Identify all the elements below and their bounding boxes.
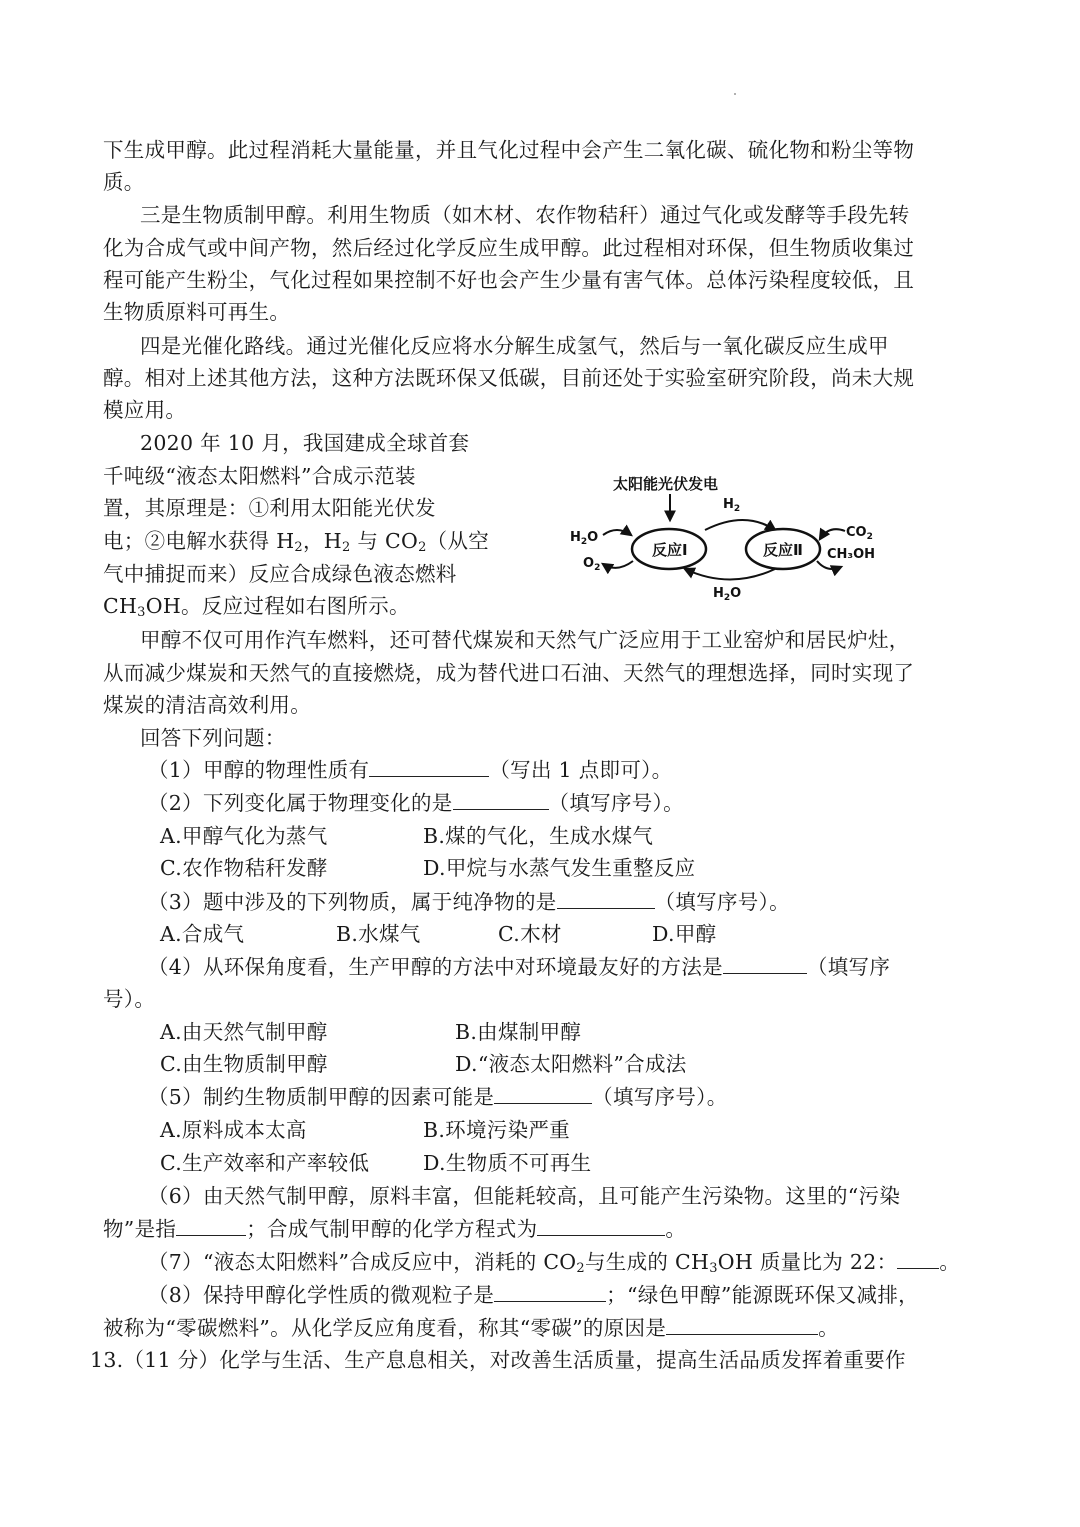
option: B.水煤气 xyxy=(336,922,421,946)
answer-prompt: 回答下列问题： xyxy=(140,726,286,750)
option: A.由天然气制甲醇 xyxy=(160,1020,328,1044)
answer-blank[interactable] xyxy=(557,886,655,909)
question-6: （6）由天然气制甲醇，原料丰富，但能耗较高，且可能产生污染物。这里的“污染 xyxy=(148,1184,901,1208)
text-line: 程可能产生粉尘，气化过程如果控制不好也会产生少量有害气体。总体污染程度较低，且 xyxy=(103,268,915,292)
text-line: 千吨级“液态太阳燃料”合成示范装 xyxy=(103,464,416,488)
question-2: （2）下列变化属于物理变化的是 （填写序号）。 xyxy=(148,787,684,819)
diagram-label-co2: $CO_2$ xyxy=(846,525,873,542)
answer-blank[interactable] xyxy=(494,1279,606,1302)
answer-blank[interactable] xyxy=(176,1213,246,1236)
arrow-h2o-bottom xyxy=(685,569,775,580)
option: B.由煤制甲醇 xyxy=(455,1020,582,1044)
option: C.木材 xyxy=(498,922,562,946)
text-line: 质。 xyxy=(103,170,145,194)
option: D.甲醇 xyxy=(652,922,717,946)
question-7: （7）“液态太阳燃料”合成反应中，消耗的 $CO_2$与生成的 $CH_3OH$ 质量比为 22： 。 xyxy=(148,1246,960,1285)
option: A.甲醇气化为蒸气 xyxy=(160,824,328,848)
option: A.原料成本太高 xyxy=(160,1118,307,1142)
text-line: 2020 年 10 月，我国建成全球首套 xyxy=(140,431,470,455)
answer-blank[interactable] xyxy=(369,754,489,777)
text-line: 下生成甲醇。此过程消耗大量能量，并且气化过程中会产生二氧化碳、硫化物和粉尘等物 xyxy=(103,138,915,162)
text-line: 气中捕捉而来）反应合成绿色液态燃料 xyxy=(103,562,457,586)
text-line: 化为合成气或中间产物，然后经过化学反应生成甲醇。此过程相对环保，但生物质收集过 xyxy=(103,236,915,260)
diagram-label-o2: $O_2$ xyxy=(583,556,601,573)
text-line: 电；②电解水获得 $H_2$，$H_2$ 与 $CO_2$（从空 xyxy=(103,529,490,555)
arrow-ch3oh-out xyxy=(817,561,841,569)
question-13-heading: 13.（11 分）化学与生活、生产息息相关，对改善生活质量，提高生活品质发挥着重要作 xyxy=(90,1348,906,1372)
text-line: 置，其原理是：①利用太阳能光伏发 xyxy=(103,496,436,520)
text-line: 从而减少煤炭和天然气的直接燃烧，成为替代进口石油、天然气的理想选择，同时实现了 xyxy=(103,661,915,685)
option: D.生物质不可再生 xyxy=(423,1151,592,1175)
option: B.环境污染严重 xyxy=(423,1118,570,1142)
reaction1-label: 反应Ⅰ xyxy=(652,541,688,559)
option: C.生产效率和产率较低 xyxy=(160,1151,370,1175)
text-line: 三是生物质制甲醇。利用生物质（如木材、农作物秸秆）通过气化或发酵等手段先转 xyxy=(140,203,910,227)
question-5: （5）制约生物质制甲醇的因素可能是 （填写序号）。 xyxy=(148,1081,728,1113)
diagram-label-h2o-left: $H_2O$ xyxy=(570,530,599,547)
option: C.由生物质制甲醇 xyxy=(160,1052,328,1076)
diagram-label-h2-top: $H_2$ xyxy=(723,497,741,514)
diagram-label-solar: 太阳能光伏发电 xyxy=(613,475,719,493)
answer-blank[interactable] xyxy=(453,787,549,810)
arrow-h2-top xyxy=(705,520,775,530)
option: C.农作物秸秆发酵 xyxy=(160,856,328,880)
arrow-o2-out xyxy=(603,561,633,568)
question-3: （3）题中涉及的下列物质，属于纯净物的是 （填写序号）。 xyxy=(148,886,790,918)
text-line: 煤炭的清洁高效利用。 xyxy=(103,693,311,717)
arrow-h2o-in xyxy=(603,530,631,535)
text-line: 号）。 xyxy=(103,987,156,1011)
diagram-label-ch3oh: CH₃OH xyxy=(827,547,876,562)
option: D.“液态太阳燃料”合成法 xyxy=(455,1052,687,1076)
text-line: 生物质原料可再生。 xyxy=(103,300,291,324)
question-8: （8）保持甲醇化学性质的微观粒子是 ；“绿色甲醇”能源既环保又减排， xyxy=(148,1279,919,1311)
question-1: （1）甲醇的物理性质有 （写出 1 点即可）。 xyxy=(148,754,672,786)
scan-speck xyxy=(734,93,736,95)
question-4: （4）从环保角度看，生产甲醇的方法中对环境最友好的方法是 （填写序 xyxy=(148,951,890,983)
answer-blank[interactable] xyxy=(666,1312,818,1335)
option: A.合成气 xyxy=(160,922,245,946)
text-line: 醇。相对上述其他方法，这种方法既环保又低碳，目前还处于实验室研究阶段，尚未大规 xyxy=(103,366,915,390)
option: D.甲烷与水蒸气发生重整反应 xyxy=(423,856,696,880)
answer-blank[interactable] xyxy=(723,951,807,974)
text-line: 被称为“零碳燃料”。从化学反应角度看，称其“零碳”的原因是 。 xyxy=(103,1312,839,1344)
text-line: 物”是指 ；合成气制甲醇的化学方程式为 。 xyxy=(103,1213,686,1245)
option: B.煤的气化，生成水煤气 xyxy=(423,824,654,848)
text-line: 四是光催化路线。通过光催化反应将水分解生成氢气，然后与一氧化碳反应生成甲 xyxy=(140,334,889,358)
text-line: 模应用。 xyxy=(103,398,187,422)
text-line: $CH_3OH$。反应过程如右图所示。 xyxy=(103,594,410,620)
text-line: 甲醇不仅可用作汽车燃料，还可替代煤炭和天然气广泛应用于工业窑炉和居民炉灶， xyxy=(140,628,910,652)
arrow-co2-in xyxy=(820,529,845,539)
diagram-label-h2o-bottom: $H_2O$ xyxy=(713,586,742,603)
answer-blank[interactable] xyxy=(494,1081,592,1104)
reaction-diagram xyxy=(565,465,895,615)
answer-blank[interactable] xyxy=(897,1246,939,1269)
reaction2-label: 反应Ⅱ xyxy=(763,541,803,559)
answer-blank[interactable] xyxy=(537,1213,665,1236)
